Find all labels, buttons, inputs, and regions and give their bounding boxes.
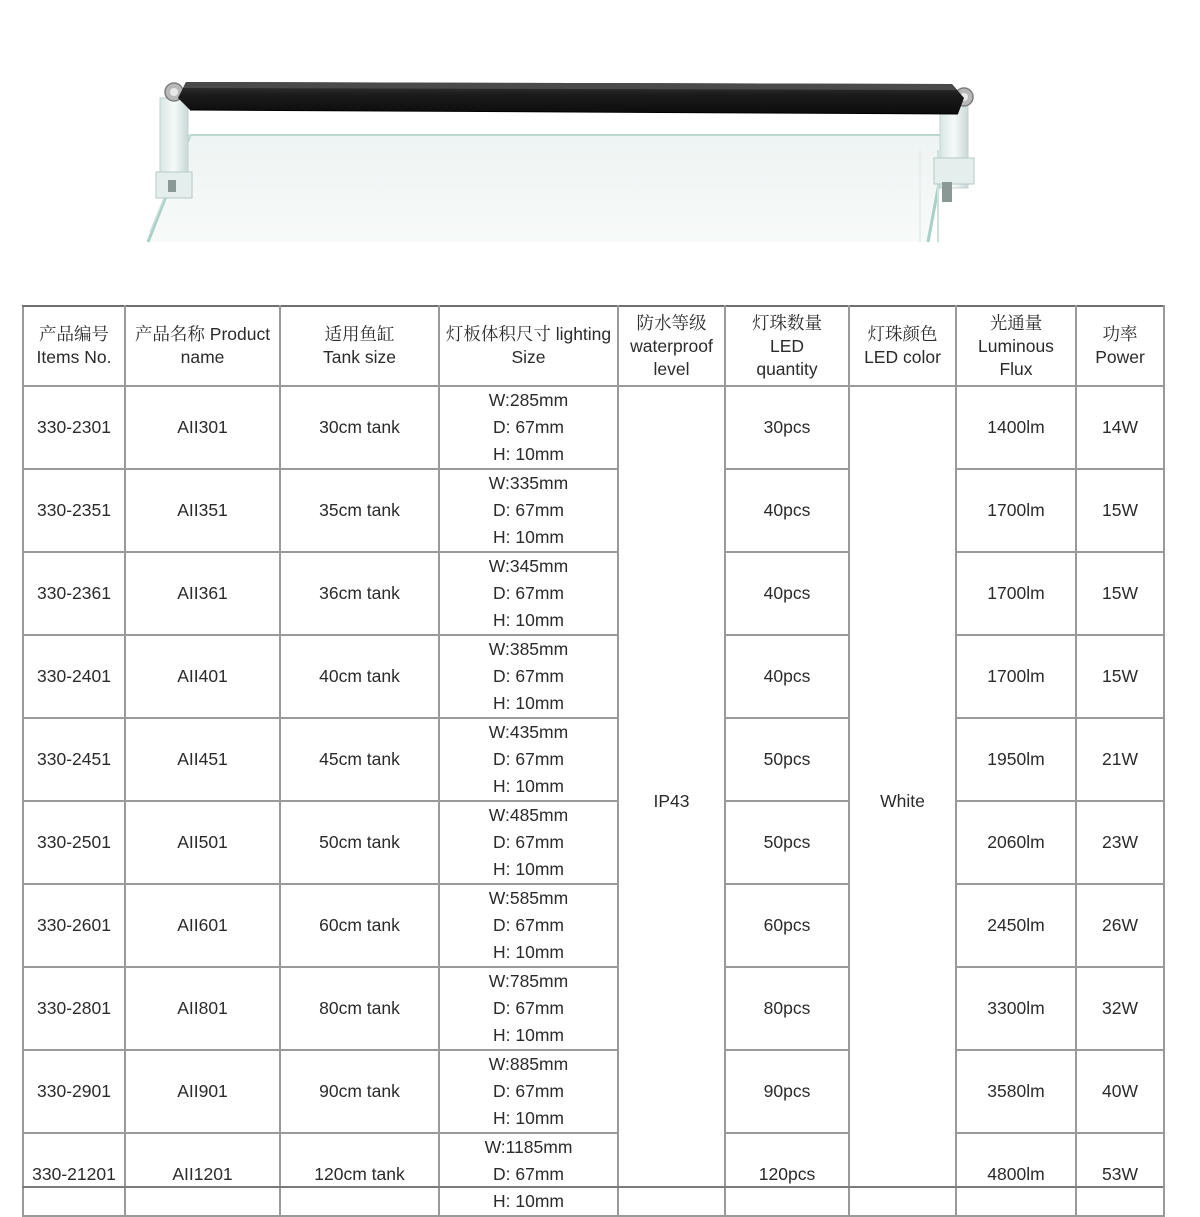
size-d-line: D: 67mm bbox=[493, 749, 564, 769]
spec-table-body bbox=[23, 386, 1164, 1216]
size-h-line: H: 10mm bbox=[493, 693, 564, 713]
product-photo bbox=[0, 0, 1200, 260]
size-h-line: H: 10mm bbox=[493, 776, 564, 796]
tank-size-cell: 40cm tank bbox=[280, 635, 439, 718]
size-h-line: H: 10mm bbox=[493, 444, 564, 464]
table-row bbox=[23, 1050, 1164, 1133]
lighting-size-cell bbox=[439, 967, 618, 1050]
tank-size-cell: 60cm tank bbox=[280, 884, 439, 967]
power-cell: 15W bbox=[1076, 635, 1164, 718]
lighting-size-cell bbox=[439, 386, 618, 469]
size-w-line: W:285mm bbox=[488, 390, 569, 410]
item-no-cell: 330-2401 bbox=[23, 635, 125, 718]
size-w-line: W:1185mm bbox=[484, 1137, 573, 1157]
tank-size-cell: 45cm tank bbox=[280, 718, 439, 801]
item-no-cell: 330-2901 bbox=[23, 1050, 125, 1133]
product-name-cell: AII601 bbox=[125, 884, 280, 967]
item-no-cell: 330-2801 bbox=[23, 967, 125, 1050]
led-quantity-cell: 60pcs bbox=[725, 884, 849, 967]
power-cell: 21W bbox=[1076, 718, 1164, 801]
table-row bbox=[23, 801, 1164, 884]
item-no-cell: 330-21201 bbox=[23, 1133, 125, 1216]
header-led-color: 灯珠颜色 LED color bbox=[849, 306, 956, 386]
size-d-line: D: 67mm bbox=[493, 1164, 564, 1184]
power-cell: 14W bbox=[1076, 386, 1164, 469]
size-w-line: W:485mm bbox=[488, 805, 569, 825]
power-cell: 23W bbox=[1076, 801, 1164, 884]
power-cell: 26W bbox=[1076, 884, 1164, 967]
power-cell: 15W bbox=[1076, 469, 1164, 552]
header-item-no: 产品编号 Items No. bbox=[23, 306, 125, 386]
led-quantity-cell: 40pcs bbox=[725, 552, 849, 635]
item-no-cell: 330-2501 bbox=[23, 801, 125, 884]
header-power: 功率 Power bbox=[1076, 306, 1164, 386]
size-w-line: W:345mm bbox=[488, 556, 569, 576]
product-name-cell: AII361 bbox=[125, 552, 280, 635]
luminous-flux-cell: 1950lm bbox=[956, 718, 1076, 801]
tank-size-cell: 80cm tank bbox=[280, 967, 439, 1050]
size-h-line: H: 10mm bbox=[493, 1191, 564, 1211]
table-row bbox=[23, 1133, 1164, 1216]
size-h-line: H: 10mm bbox=[493, 527, 564, 547]
table-row bbox=[23, 552, 1164, 635]
led-quantity-cell: 40pcs bbox=[725, 635, 849, 718]
tank-size-cell: 50cm tank bbox=[280, 801, 439, 884]
product-name-cell: AII1201 bbox=[125, 1133, 280, 1216]
luminous-flux-cell: 4800lm bbox=[956, 1133, 1076, 1216]
table-row bbox=[23, 386, 1164, 469]
header-row bbox=[23, 306, 1164, 386]
spec-table bbox=[22, 305, 1165, 1217]
size-h-line: H: 10mm bbox=[493, 610, 564, 630]
size-w-line: W:885mm bbox=[488, 1054, 569, 1074]
product-name-cell: AII351 bbox=[125, 469, 280, 552]
luminous-flux-cell: 3580lm bbox=[956, 1050, 1076, 1133]
table-row bbox=[23, 967, 1164, 1050]
header-product-name: 产品名称 Product name bbox=[125, 306, 280, 386]
led-quantity-cell: 120pcs bbox=[725, 1133, 849, 1216]
lighting-size-cell bbox=[439, 718, 618, 801]
luminous-flux-cell: 1700lm bbox=[956, 635, 1076, 718]
luminous-flux-cell: 3300lm bbox=[956, 967, 1076, 1050]
item-no-cell: 330-2351 bbox=[23, 469, 125, 552]
table-row bbox=[23, 884, 1164, 967]
led-color-cell: White bbox=[849, 386, 956, 1216]
size-w-line: W:385mm bbox=[488, 639, 569, 659]
lighting-size-cell bbox=[439, 1050, 618, 1133]
product-name-cell: AII501 bbox=[125, 801, 280, 884]
size-d-line: D: 67mm bbox=[493, 417, 564, 437]
size-w-line: W:335mm bbox=[488, 473, 569, 493]
tank-size-cell: 36cm tank bbox=[280, 552, 439, 635]
power-cell: 40W bbox=[1076, 1050, 1164, 1133]
lighting-size-cell bbox=[439, 884, 618, 967]
header-led-quantity: 灯珠数量 LED quantity bbox=[725, 306, 849, 386]
luminous-flux-cell: 1700lm bbox=[956, 552, 1076, 635]
size-d-line: D: 67mm bbox=[493, 998, 564, 1018]
luminous-flux-cell: 2060lm bbox=[956, 801, 1076, 884]
tank-size-cell: 90cm tank bbox=[280, 1050, 439, 1133]
table-bottom-rule bbox=[22, 1186, 1163, 1188]
aquarium-tank bbox=[148, 135, 948, 242]
header-luminous-flux: 光通量 Luminous Flux bbox=[956, 306, 1076, 386]
lighting-size-cell bbox=[439, 469, 618, 552]
size-d-line: D: 67mm bbox=[493, 583, 564, 603]
size-d-line: D: 67mm bbox=[493, 915, 564, 935]
table-row bbox=[23, 469, 1164, 552]
luminous-flux-cell: 1700lm bbox=[956, 469, 1076, 552]
size-h-line: H: 10mm bbox=[493, 859, 564, 879]
led-quantity-cell: 50pcs bbox=[725, 718, 849, 801]
table-row bbox=[23, 635, 1164, 718]
lighting-size-cell bbox=[439, 801, 618, 884]
product-name-cell: AII901 bbox=[125, 1050, 280, 1133]
size-w-line: W:785mm bbox=[488, 971, 569, 991]
size-d-line: D: 67mm bbox=[493, 500, 564, 520]
luminous-flux-cell: 2450lm bbox=[956, 884, 1076, 967]
header-tank-size: 适用鱼缸 Tank size bbox=[280, 306, 439, 386]
lighting-size-cell bbox=[439, 635, 618, 718]
led-quantity-cell: 40pcs bbox=[725, 469, 849, 552]
size-d-line: D: 67mm bbox=[493, 832, 564, 852]
led-quantity-cell: 90pcs bbox=[725, 1050, 849, 1133]
product-name-cell: AII801 bbox=[125, 967, 280, 1050]
size-h-line: H: 10mm bbox=[493, 942, 564, 962]
item-no-cell: 330-2601 bbox=[23, 884, 125, 967]
tank-size-cell: 120cm tank bbox=[280, 1133, 439, 1216]
size-d-line: D: 67mm bbox=[493, 666, 564, 686]
size-w-line: W:435mm bbox=[488, 722, 569, 742]
product-name-cell: AII301 bbox=[125, 386, 280, 469]
size-d-line: D: 67mm bbox=[493, 1081, 564, 1101]
item-no-cell: 330-2451 bbox=[23, 718, 125, 801]
header-waterproof-level: 防水等级 waterproof level bbox=[618, 306, 725, 386]
power-cell: 53W bbox=[1076, 1133, 1164, 1216]
tank-size-cell: 35cm tank bbox=[280, 469, 439, 552]
item-no-cell: 330-2361 bbox=[23, 552, 125, 635]
lighting-size-cell bbox=[439, 1133, 618, 1216]
product-name-cell: AII401 bbox=[125, 635, 280, 718]
header-lighting-size: 灯板体积尺寸 lighting Size bbox=[439, 306, 618, 386]
led-quantity-cell: 50pcs bbox=[725, 801, 849, 884]
size-w-line: W:585mm bbox=[488, 888, 569, 908]
power-cell: 15W bbox=[1076, 552, 1164, 635]
table-row bbox=[23, 718, 1164, 801]
waterproof-level-cell: IP43 bbox=[618, 386, 725, 1216]
product-name-cell: AII451 bbox=[125, 718, 280, 801]
lighting-size-cell bbox=[439, 552, 618, 635]
size-h-line: H: 10mm bbox=[493, 1025, 564, 1045]
item-no-cell: 330-2301 bbox=[23, 386, 125, 469]
led-quantity-cell: 80pcs bbox=[725, 967, 849, 1050]
luminous-flux-cell: 1400lm bbox=[956, 386, 1076, 469]
tank-size-cell: 30cm tank bbox=[280, 386, 439, 469]
size-h-line: H: 10mm bbox=[493, 1108, 564, 1128]
led-quantity-cell: 30pcs bbox=[725, 386, 849, 469]
power-cell: 32W bbox=[1076, 967, 1164, 1050]
led-light-bar bbox=[178, 82, 964, 114]
